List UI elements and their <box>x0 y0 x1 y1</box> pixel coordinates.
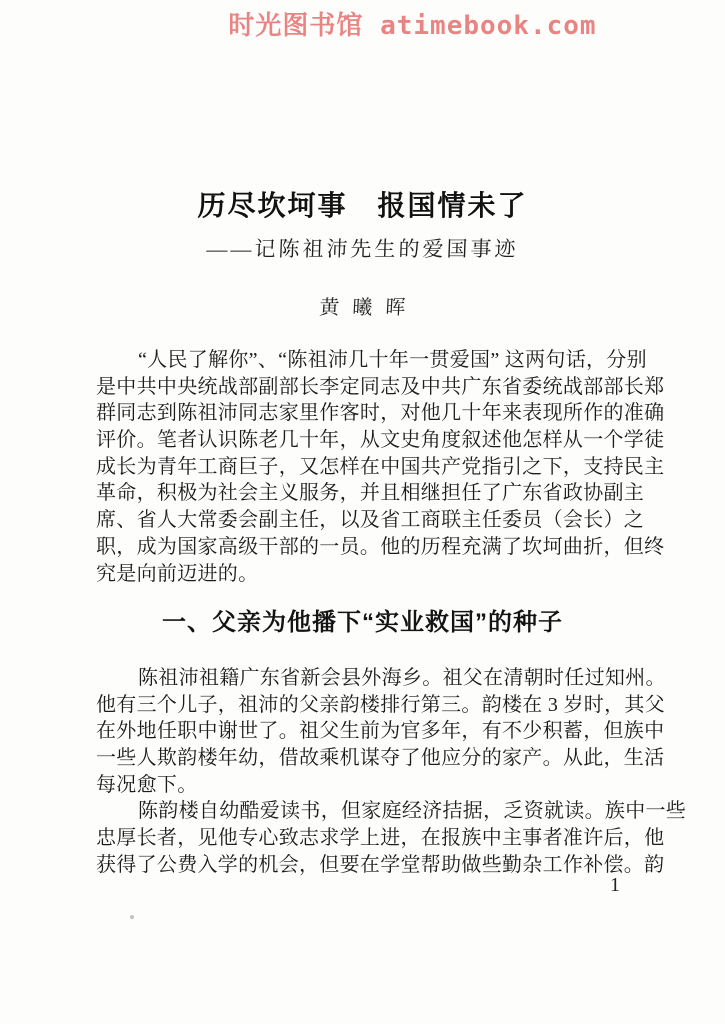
article-subtitle: ——记陈祖沛先生的爱国事迹 <box>206 237 519 261</box>
scan-artifact-dot <box>130 915 134 919</box>
paragraph-intro <box>96 347 665 587</box>
paragraph-family <box>96 665 666 798</box>
text-line: 每况愈下。 <box>96 773 198 796</box>
page-number: 1 <box>610 874 620 896</box>
text-line: 群同志到陈祖沛同志家里作客时，对他几十年来表现所作的准确 <box>96 402 665 425</box>
paragraph-school <box>96 798 687 878</box>
text-line: “人民了解你”、“陈祖沛几十年一贯爱国” 这两句话，分别 <box>138 349 647 371</box>
text-line: 成长为青年工商巨子，又怎样在中国共产党指引之下，支持民主 <box>96 455 665 478</box>
text-line: 陈韵楼自幼酷爱读书，但家庭经济拮据，乏资就读。族中一些 <box>138 800 687 823</box>
article-title: 历尽坎坷事 报国情未了 <box>197 190 528 221</box>
text-line: 职，成为国家高级干部的一员。他的历程充满了坎坷曲折，但终 <box>96 535 665 558</box>
article-author: 黄曦晖 <box>318 297 419 319</box>
text-line: 席、省人大常委会副主任，以及省工商联主任委员（会长）之 <box>96 509 645 532</box>
text-line: 他有三个儿子，祖沛的父亲韵楼排行第三。韵楼在 3 岁时，其父 <box>96 693 665 716</box>
watermark-text: 时光图书馆 atimebook.com <box>228 11 597 41</box>
text-line: 是中共中央统战部副部长李定同志及中共广东省委统战部部长郑 <box>96 375 665 398</box>
text-line: 评价。笔者认识陈老几十年，从文史角度叙述他怎样从一个学徒 <box>96 429 665 452</box>
section-heading: 一、父亲为他播下“实业救国”的种子 <box>162 609 563 636</box>
text-line: 究是向前迈进的。 <box>96 562 259 585</box>
text-line: 一些人欺韵楼年幼，借故乘机谋夺了他应分的家产。从此，生活 <box>96 747 665 770</box>
watermark <box>0 5 725 42</box>
text-line: 获得了公费入学的机会，但要在学堂帮助做些勤杂工作补偿。韵 <box>96 853 665 876</box>
text-line: 革命，积极为社会主义服务，并且相继担任了广东省政协副主 <box>96 482 645 505</box>
text-line: 忠厚长者，见他专心致志求学上进，在报族中主事者准许后，他 <box>96 827 665 850</box>
text-line: 陈祖沛祖籍广东省新会县外海乡。祖父在清朝时任过知州。 <box>138 667 666 689</box>
text-line: 在外地任职中谢世了。祖父生前为官多年，有不少积蓄，但族中 <box>96 720 665 743</box>
section-body <box>96 665 687 879</box>
